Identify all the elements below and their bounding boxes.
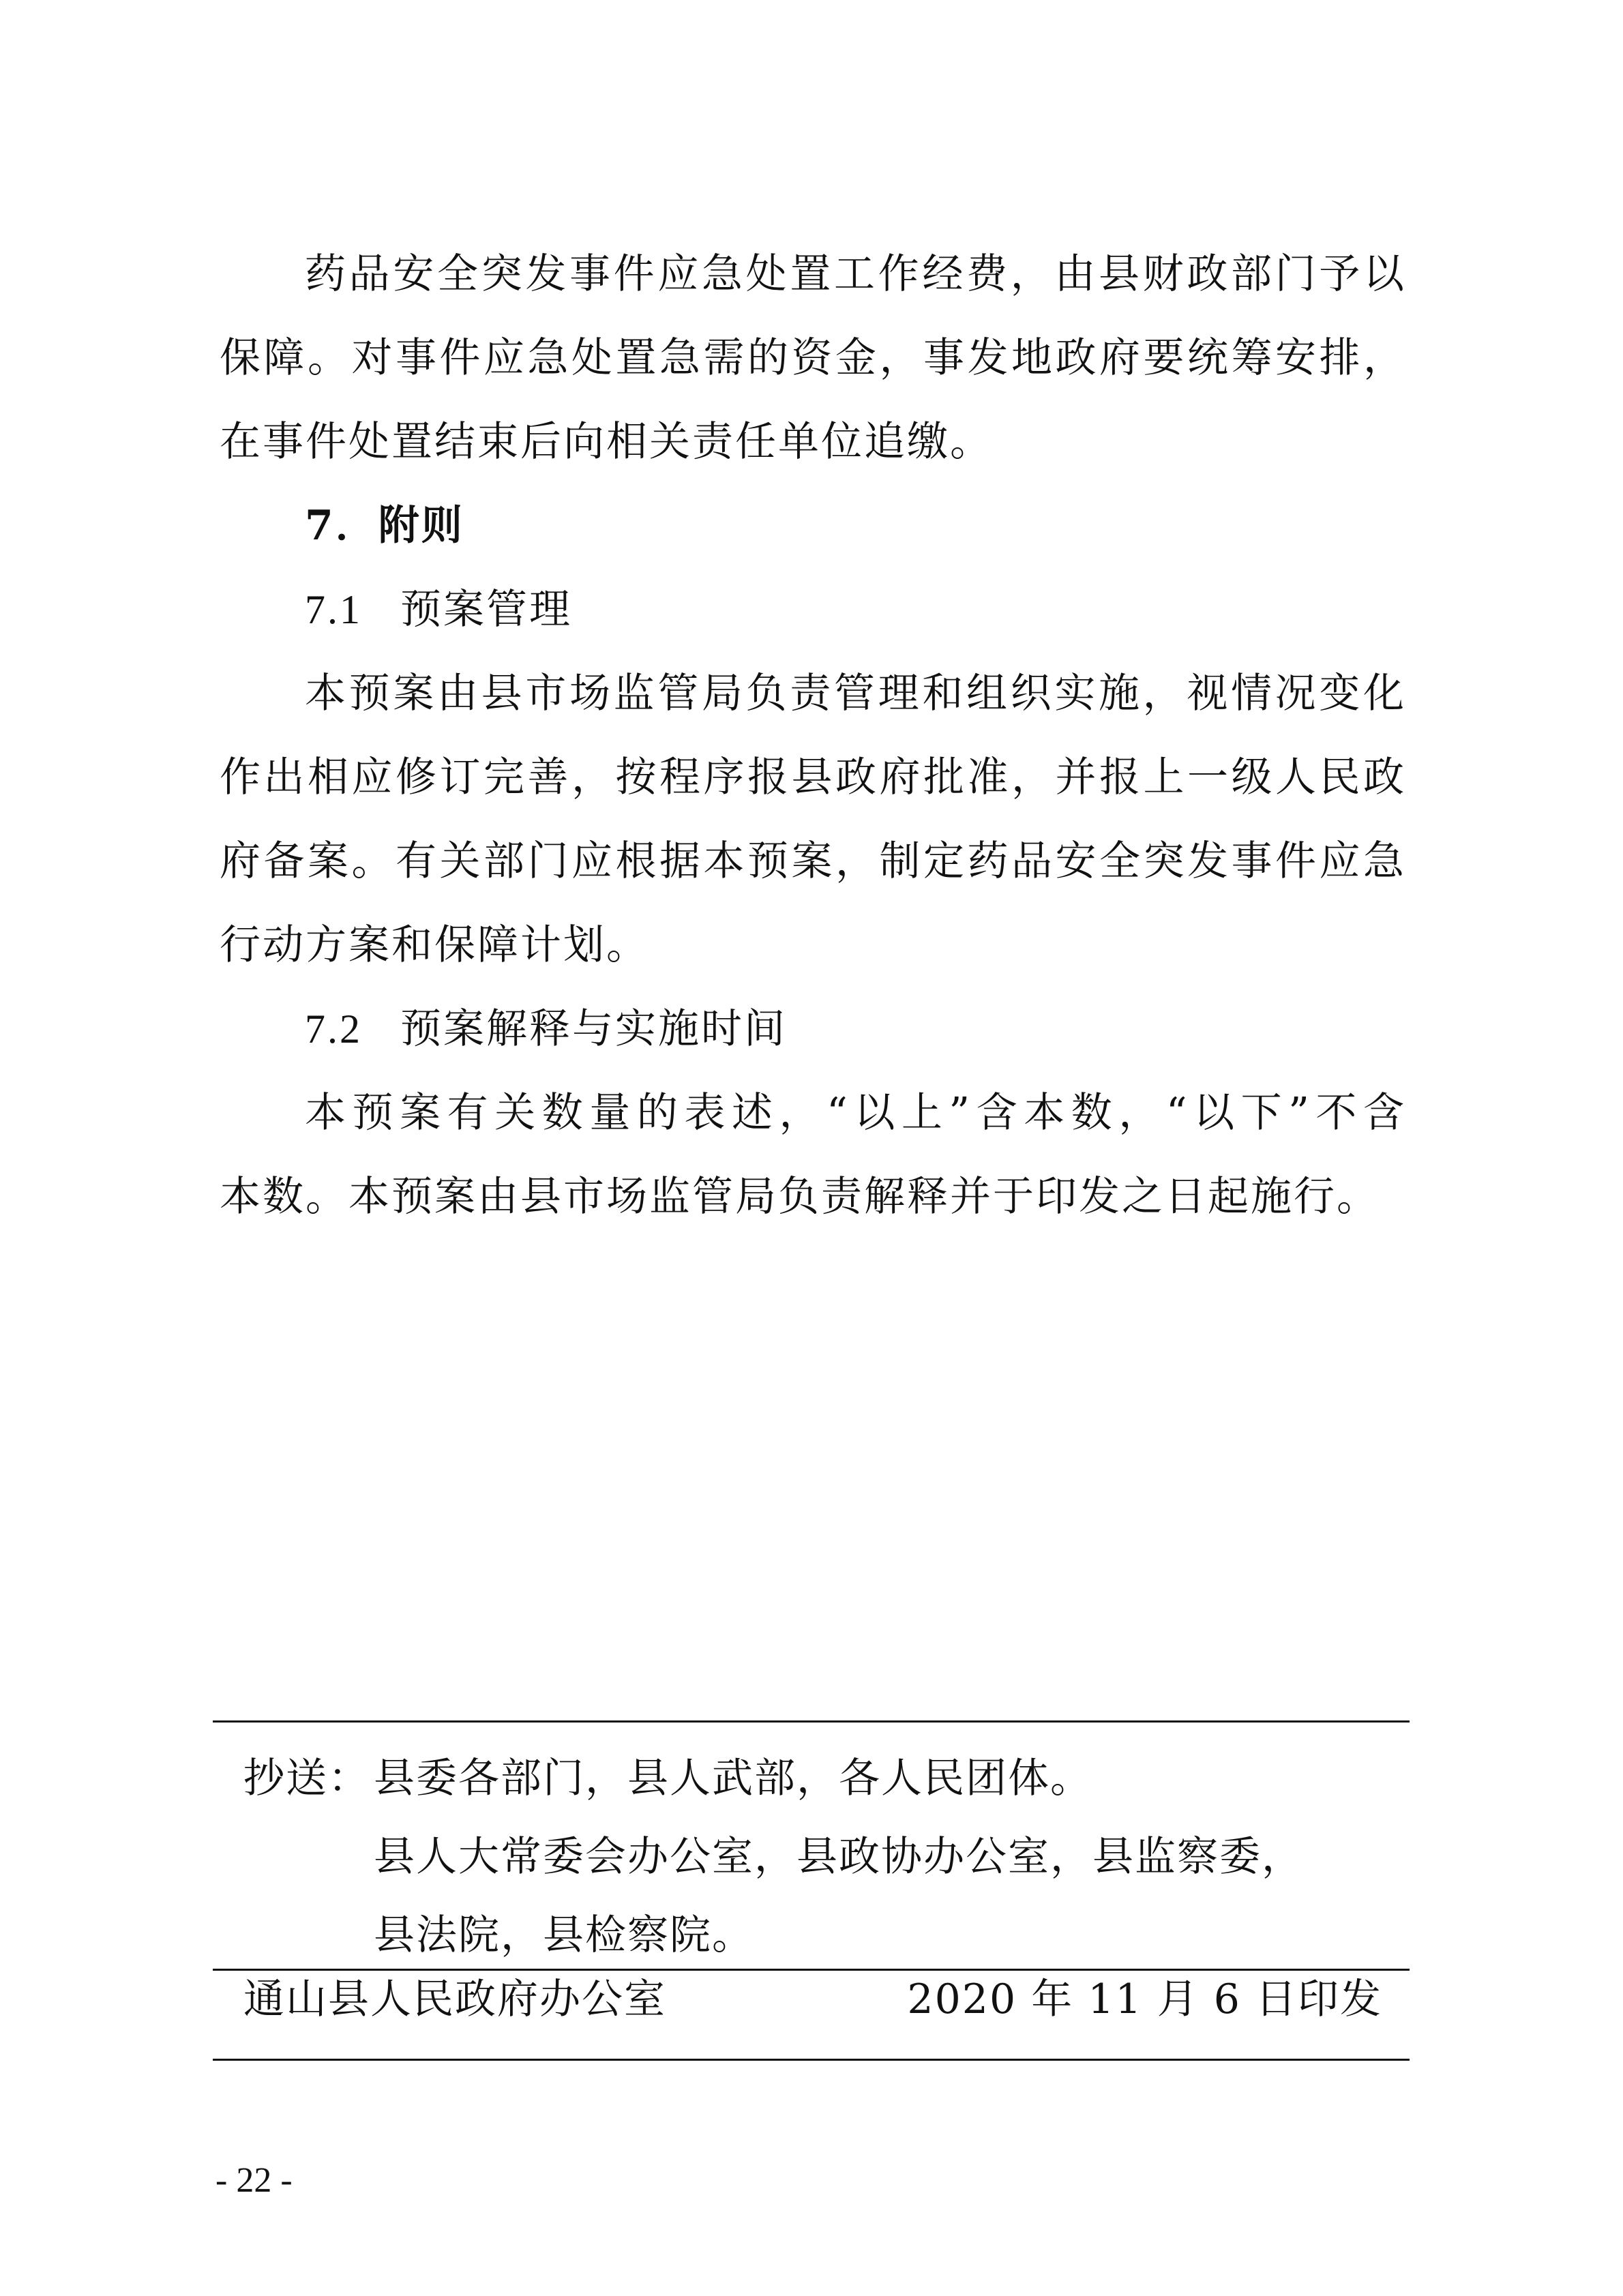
paragraph-line: 在事件处置结束后向相关责任单位追缴。	[220, 418, 993, 466]
paragraph-line: 府备案。有关部门应根据本预案，制定药品安全突发事件应急	[220, 837, 1406, 885]
paragraph-line: 作出相应修订完善，按程序报县政府批准，并报上一级人民政	[220, 754, 1406, 801]
cc-recipients-line: 县法院，县检察院。	[374, 1911, 754, 1959]
page-number: - 22 -	[215, 2161, 293, 2200]
cc-label: 抄送：	[243, 1755, 370, 1802]
paragraph-line: 本预案由县市场监管局负责管理和组织实施，视情况变化	[305, 670, 1406, 717]
paragraph-line: 本数。本预案由县市场监管局负责解释并于印发之日起施行。	[220, 1173, 1380, 1221]
subsection-heading	[305, 582, 1406, 637]
middle-divider	[213, 1969, 1410, 1971]
paragraph-line: 本预案有关数量的表述，“以上”含本数，“以下”不含	[305, 1089, 1406, 1137]
cc-recipients-line: 县委各部门，县人武部，各人民团体。	[374, 1755, 1092, 1802]
cc-recipients-line: 县人大常委会办公室，县政协办公室，县监察委，	[374, 1833, 1304, 1881]
subsection-number: 7.1	[305, 587, 362, 632]
bottom-divider	[213, 2059, 1410, 2061]
paragraph-line: 药品安全突发事件应急处置工作经费，由县财政部门予以	[305, 250, 1406, 298]
issuing-office: 通山县人民政府办公室	[243, 1976, 666, 2023]
subsection-title: 预案管理	[400, 586, 572, 633]
paragraph-line: 行动方案和保障计划。	[220, 921, 649, 969]
paragraph-line: 保障。对事件应急处置急需的资金，事发地政府要统筹安排，	[220, 334, 1406, 382]
subsection-heading	[305, 1002, 1406, 1056]
subsection-title: 预案解释与实施时间	[400, 1005, 787, 1053]
section-heading: 7．附则	[305, 502, 464, 550]
subsection-number: 7.2	[305, 1007, 362, 1052]
top-divider	[213, 1720, 1410, 1723]
issue-date: 2020 年 11 月 6 日印发	[907, 1976, 1382, 2023]
